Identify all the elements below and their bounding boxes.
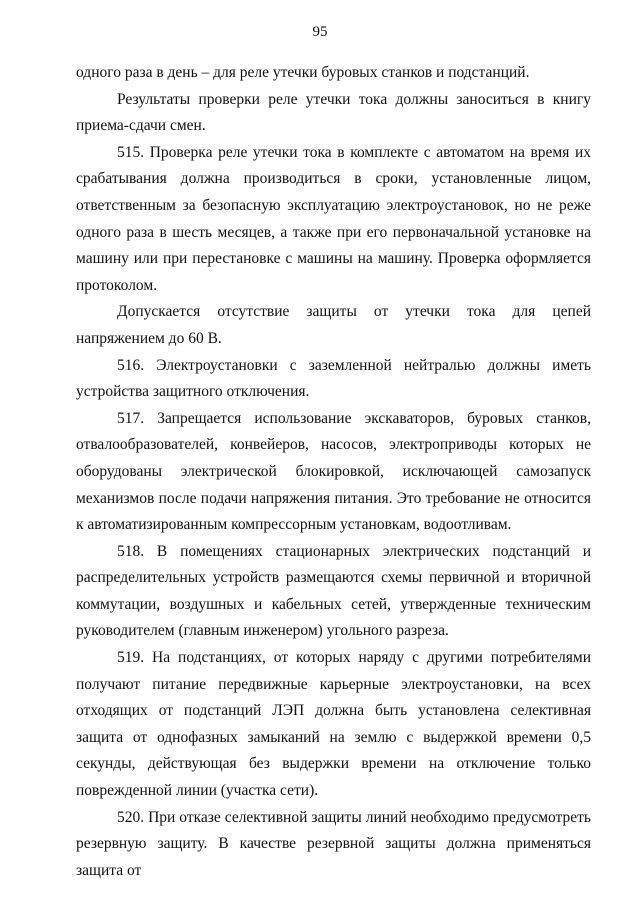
paragraph-518: 518. В помещениях стационарных электрических подстанций и распределительных устройств размещаются схемы первичной и вторичной коммутации, воздушных и кабельных сетей, утвержденные техническим руководителем (главным инженером) угольного разреза.: [76, 542, 591, 640]
paragraph-517: 517. Запрещается использование экскаваторов, буровых станков, отвалообразователей, конвейеров, насосов, электроприводы которых не оборудованы электрической блокировкой, исключающей самозапуск механизмов после подачи напряжения питания. Это требование не относится к автоматизированным компрессорным установкам, водоотливам.: [76, 409, 591, 534]
paragraph-515-exception: Допускается отсутствие защиты от утечки тока для цепей напряжением до 60 В.: [76, 303, 591, 347]
paragraph-519: 519. На подстанциях, от которых наряду с другими потребителями получают питание передвижные карьерные электроустановки, на всех отходящих от подстанций ЛЭП должна быть установлена селективная защита от однофазных замыканий на землю с выдержкой времени 0,5 секунды, действующая без выдержки времени на отключение только поврежденной линии (участка сети).: [76, 649, 591, 800]
paragraph-516: 516. Электроустановки с заземленной нейтралью должны иметь устройства защитного отключения.: [76, 356, 591, 401]
paragraph-515: 515. Проверка реле утечки тока в комплекте с автоматом на время их срабатывания должна производиться в сроки, установленные лицом, ответственным за безопасную эксплуатацию электроустановок, но не реже одного раза в шесть месяцев, а также при его первоначальной установке на машину или при перестановке с машины на машину. Проверка оформляется протоколом.: [76, 143, 591, 294]
paragraph-continuation: одного раза в день – для реле утечки буровых станков и подстанций.: [76, 64, 530, 81]
page-number: 95: [312, 24, 328, 40]
paragraph-520: 520. При отказе селективной защиты линий необходимо предусмотреть резервную защиту. В качестве резервной защиты должна применяться защита от: [76, 808, 591, 879]
paragraph-results: Результаты проверки реле утечки тока должны заноситься в книгу приема-сдачи смен.: [76, 90, 591, 135]
document-body: [76, 60, 591, 884]
